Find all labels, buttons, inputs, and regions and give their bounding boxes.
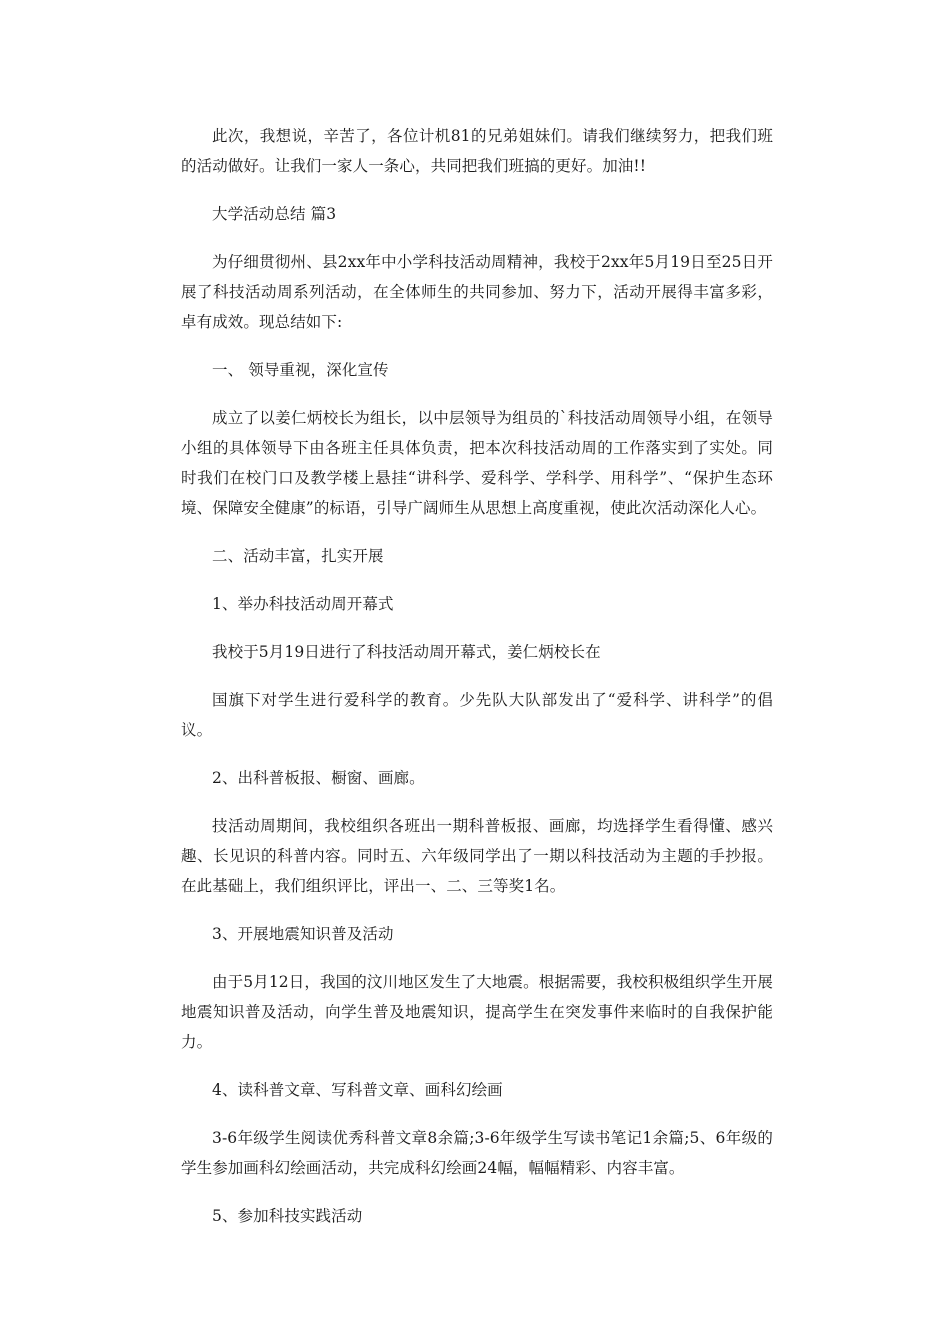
paragraph: 成立了以姜仁炳校长为组长，以中层领导为组员的`科技活动周领导小组，在领导小组的具体领导下由各班主任具体负责，把本次科技活动周的工作落实到了实处。同时我们在校门口及教学楼上悬挂“讲科学、爱科学、学科学、用科学”、“保护生态环境、保障安全健康”的标语，引导广阔师生从思想上高度重视，使此次活动深化人心。	[181, 409, 773, 517]
paragraph: 国旗下对学生进行爱科学的教育。少先队大队部发出了“爱科学、讲科学”的倡议。	[181, 691, 773, 739]
paragraph: 为仔细贯彻州、县2xx年中小学科技活动周精神，我校于2xx年5月19日至25日开展了科技活动周系列活动，在全体师生的共同参加、努力下，活动开展得丰富多彩，卓有成效。现总结如下:	[181, 253, 773, 331]
subsection-heading: 5、参加科技实践活动	[212, 1207, 363, 1225]
section-title: 大学活动总结 篇3	[212, 205, 337, 223]
subsection-heading: 4、读科普文章、写科普文章、画科幻绘画	[212, 1081, 503, 1099]
paragraph: 此次，我想说，辛苦了，各位计机81的兄弟姐妹们。请我们继续努力，把我们班的活动做好。让我们一家人一条心，共同把我们班搞的更好。加油!!	[181, 127, 773, 175]
paragraph: 由于5月12日，我国的汶川地区发生了大地震。根据需要，我校积极组织学生开展地震知识普及活动，向学生普及地震知识，提高学生在突发事件来临时的自我保护能力。	[181, 973, 773, 1051]
subsection-heading: 2、出科普板报、橱窗、画廊。	[212, 769, 425, 787]
section-heading: 一、 领导重视，深化宣传	[212, 361, 389, 379]
document-body	[181, 121, 773, 1249]
paragraph: 技活动周期间，我校组织各班出一期科普板报、画廊，均选择学生看得懂、感兴趣、长见识的科普内容。同时五、六年级同学出了一期以科技活动为主题的手抄报。在此基础上，我们组织评比，评出一、二、三等奖1名。	[181, 817, 773, 895]
subsection-heading: 3、开展地震知识普及活动	[212, 925, 394, 943]
paragraph: 我校于5月19日进行了科技活动周开幕式，姜仁炳校长在	[212, 643, 601, 661]
paragraph: 3-6年级学生阅读优秀科普文章8余篇;3-6年级学生写读书笔记1余篇;5、6年级的学生参加画科幻绘画活动，共完成科幻绘画24幅，幅幅精彩、内容丰富。	[181, 1129, 773, 1177]
section-heading: 二、活动丰富，扎实开展	[212, 547, 384, 565]
subsection-heading: 1、举办科技活动周开幕式	[212, 595, 394, 613]
